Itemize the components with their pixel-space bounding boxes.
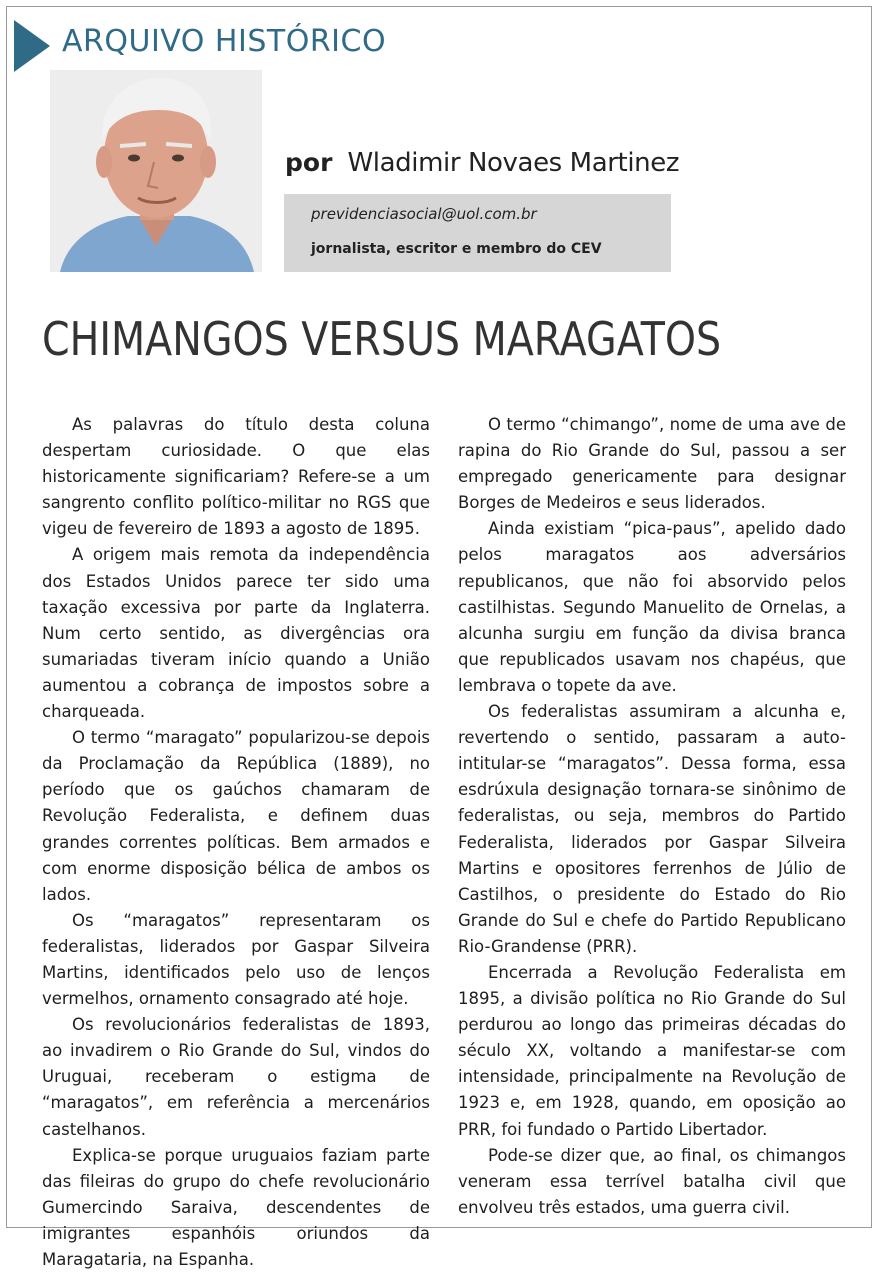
section-title: ARQUIVO HISTÓRICO [62, 24, 387, 59]
author-role: jornalista, escritor e membro do CEV [311, 241, 602, 257]
author-info-box [284, 194, 671, 272]
paragraph: As palavras do título desta coluna despertam curiosidade. O que elas historicamente significariam? Refere-se a um sangrento conflito político-militar no RGS que vigeu de fevereiro de 1893 a agosto de 1895. [42, 415, 430, 539]
author-byline [285, 148, 679, 178]
paragraph: O termo “chimango”, nome de uma ave de rapina do Rio Grande do Sul, passou a ser empregado genericamente para designar Borges de Medeiros e seus liderados. [458, 415, 846, 513]
paragraph: O termo “maragato” popularizou-se depois da Proclamação da República (1889), no período que os gaúchos chamaram de Revolução Federalista, e definem duas grandes correntes políticas. Bem armados e com enorme disposição bélica de ambos os lados. [42, 728, 430, 904]
paragraph: Ainda existiam “pica-paus”, apelido dado pelos maragatos aos adversários republicanos, que não foi absorvido pelos castilhistas. Segundo Manuelito de Ornelas, a alcunha surgiu em função da divisa branca que republicados usavam nos chapéus, que lembrava o topete da ave. [458, 519, 846, 695]
article-column-left [42, 412, 430, 1273]
paragraph: Os revolucionários federalistas de 1893, ao invadirem o Rio Grande do Sul, vindos do Uruguai, receberam o estigma de “maragatos”, em referência a mercenários castelhanos. [42, 1015, 430, 1139]
paragraph: Pode-se dizer que, ao final, os chimangos veneram essa terrível batalha civil que envolveu três estados, uma guerra civil. [458, 1145, 846, 1217]
paragraph: Encerrada a Revolução Federalista em 1895, a divisão política no Rio Grande do Sul perdurou ao longo das primeiras décadas do século XX, voltando a manifestar-se com intensidade, principalmente na Revolução de 1923 e, em 1928, quando, em oposição ao PRR, foi fundado o Partido Libertador. [458, 962, 846, 1139]
paragraph: A origem mais remota da independência dos Estados Unidos parece ter sido uma taxação excessiva por parte da Inglaterra. Num certo sentido, as divergências ora sumariadas tiveram início quando a União aumentou a cobrança de impostos sobre a charqueada. [42, 545, 430, 722]
section-arrow-icon [14, 20, 50, 72]
byline-prefix: por [285, 148, 333, 177]
author-photo [50, 70, 262, 272]
author-name: Wladimir Novaes Martinez [347, 148, 680, 178]
paragraph: Os “maragatos” representaram os federalistas, liderados por Gaspar Silveira Martins, identificados pelo uso de lenços vermelhos, ornamento consagrado até hoje. [42, 910, 430, 1009]
author-portrait-icon [50, 70, 262, 272]
paragraph: Os federalistas assumiram a alcunha e, revertendo o sentido, passaram a auto-intitular-se “maragatos”. Dessa forma, essa esdrúxula designação tornara-se sinônimo de federalistas, ou seja, membros do Partido Federalista, liderados por Gaspar Silveira Martins e opositores ferrenhos de Júlio de Castilhos, o presidente do Estado do Rio Grande do Sul e chefe do Partido Republicano Rio-Grandense (PRR). [458, 702, 846, 956]
article-column-right [458, 412, 846, 1221]
paragraph: Explica-se porque uruguaios faziam parte das fileiras do grupo do chefe revolucionário Gumercindo Saraiva, descendentes de imigrantes espanhóis oriundos da Maragataria, na Espanha. [42, 1145, 430, 1269]
author-email[interactable]: previdenciasocial@uol.com.br [311, 205, 537, 223]
article-headline: CHIMANGOS VERSUS MARAGATOS [42, 312, 722, 366]
